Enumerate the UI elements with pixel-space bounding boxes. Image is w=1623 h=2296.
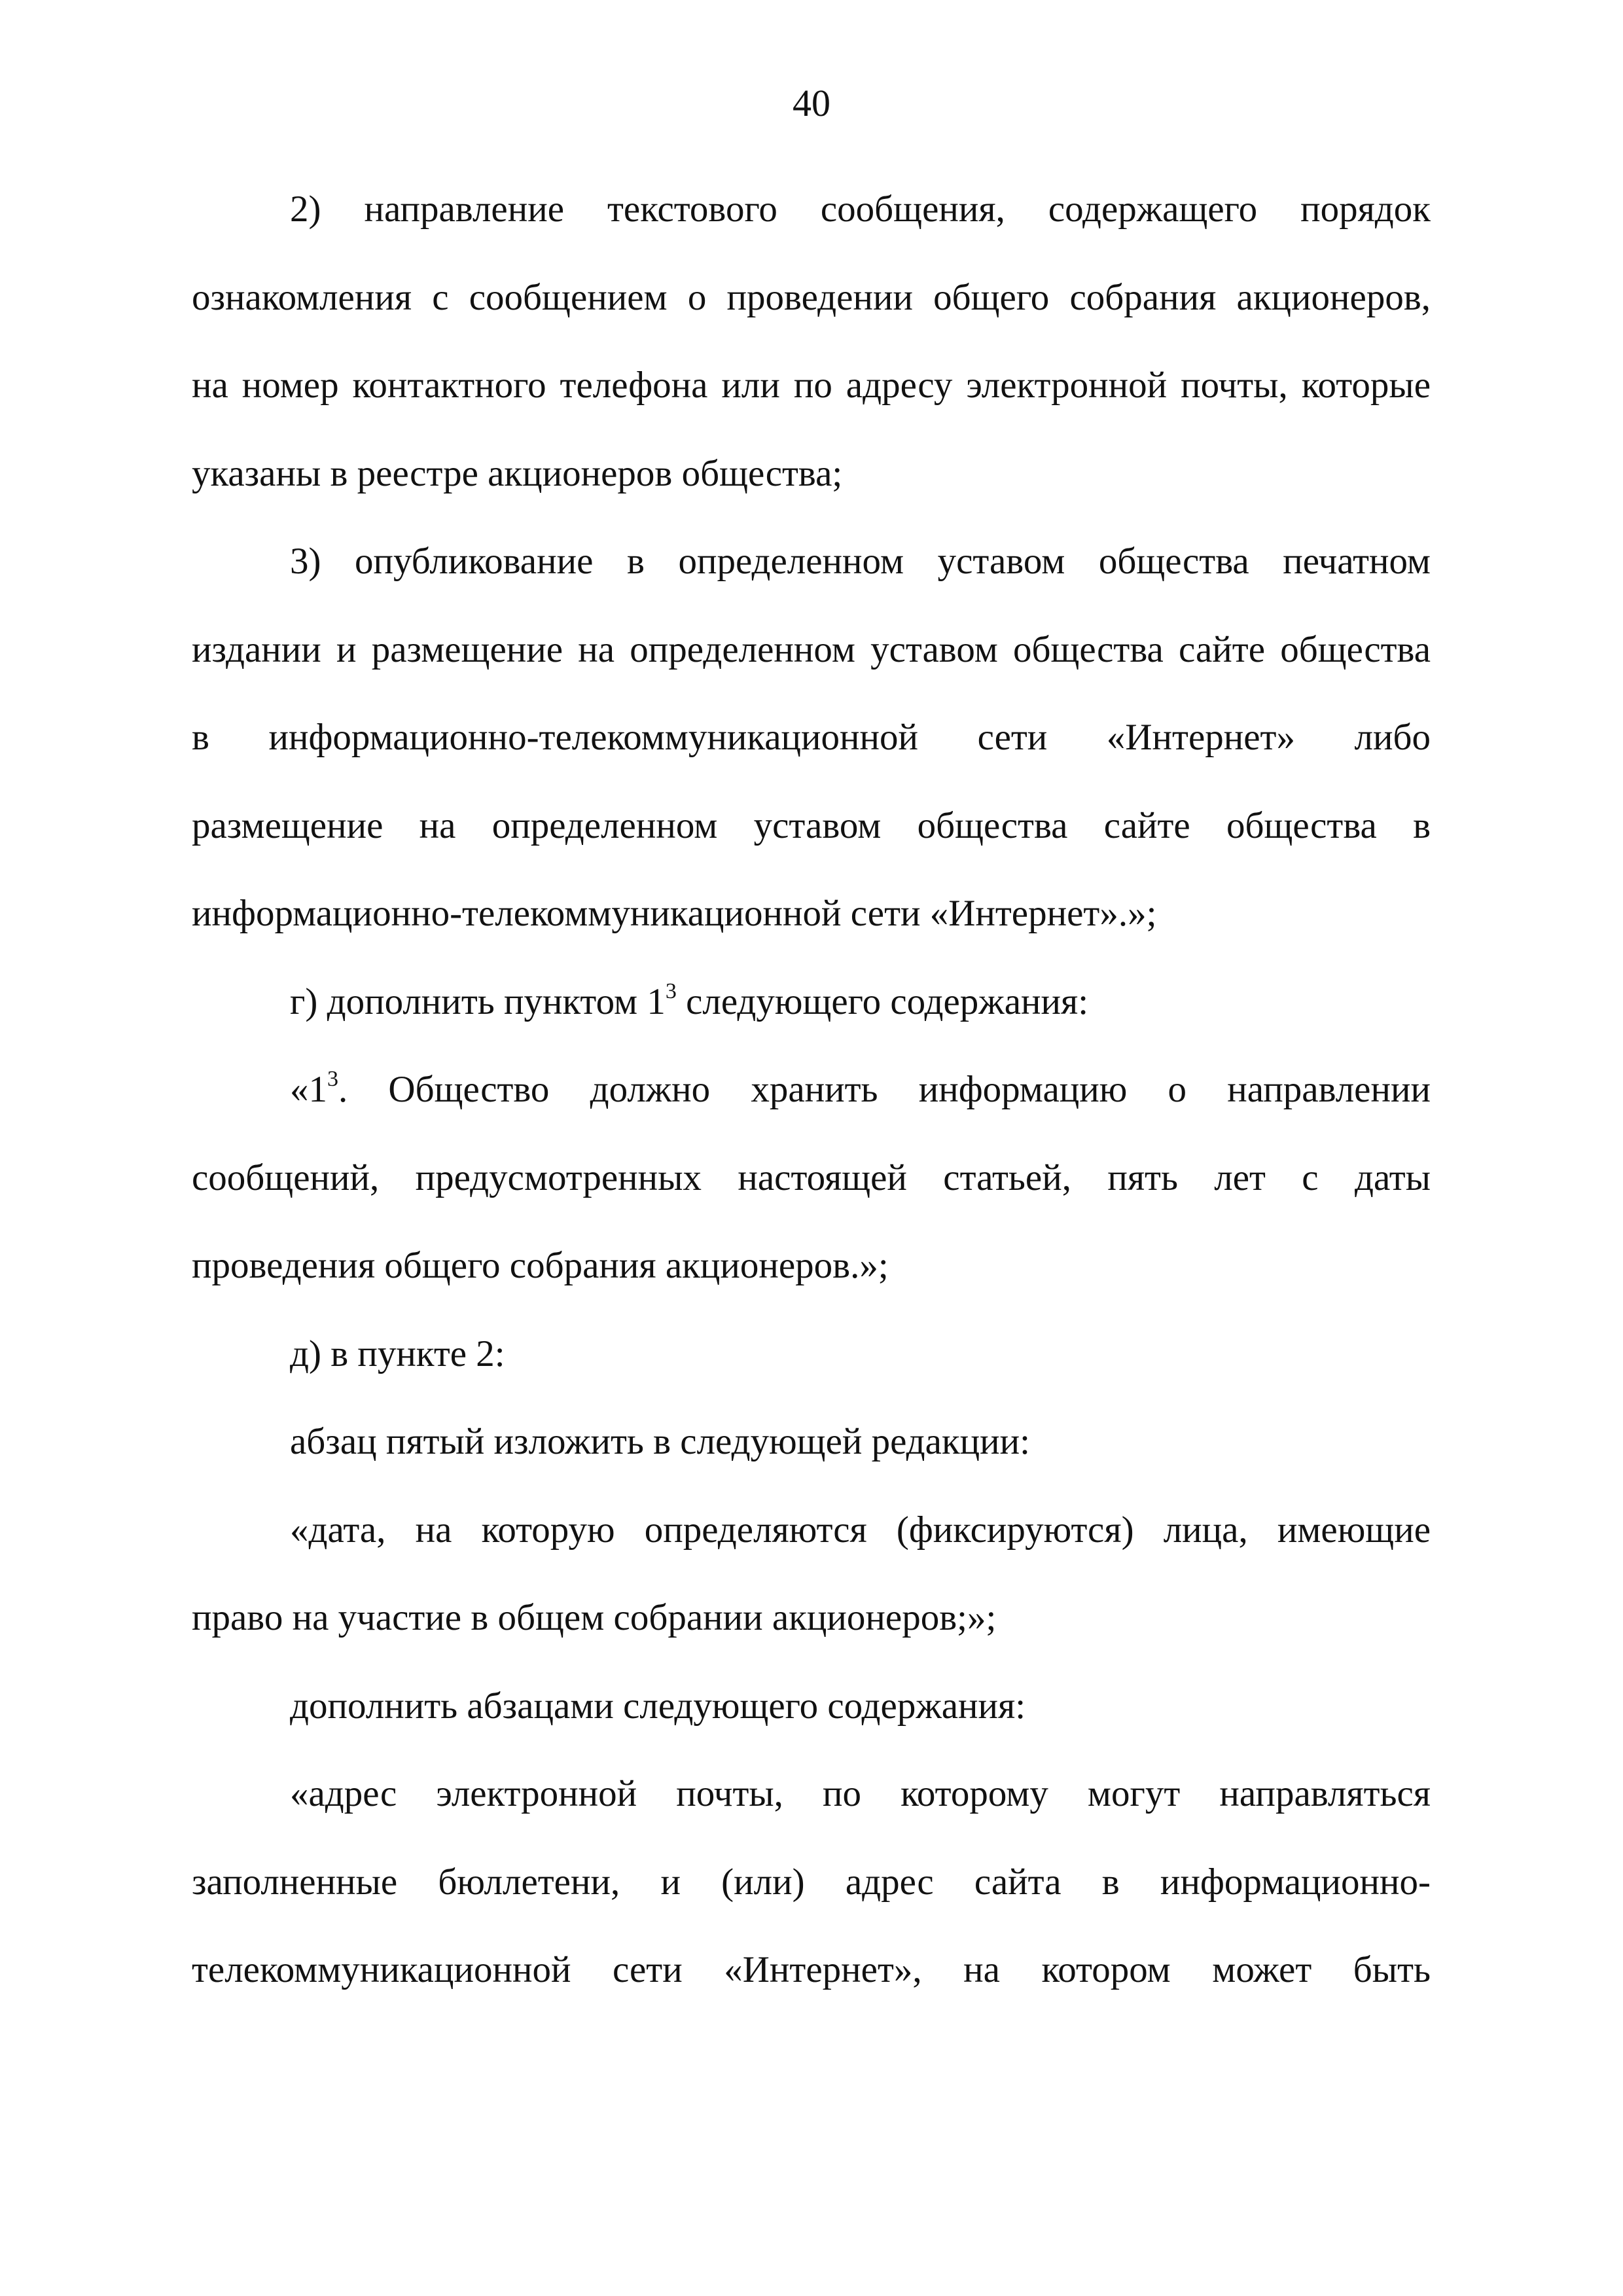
text-line: «дата, на которую определяются (фиксируются) лица, имеющие — [290, 1509, 1431, 1551]
text-line: «адрес электронной почты, по которому могут направляться — [290, 1773, 1431, 1814]
text-line: 3) опубликование в определенном уставом общества печатном — [290, 541, 1431, 582]
text-line — [192, 1046, 1431, 1134]
text-line: 2) направление текстового сообщения, содержащего порядок — [290, 188, 1431, 230]
text-segment: г) дополнить пунктом 1 — [290, 980, 666, 1022]
text-line: издании и размещение на определенном уставом общества сайте общества — [192, 628, 1431, 670]
paragraph-item-2 — [192, 166, 1431, 518]
text-line: ознакомления с сообщением о проведении общего собрания акционеров, — [192, 276, 1431, 318]
text-line: абзац пятый изложить в следующей редакции: — [290, 1421, 1031, 1462]
text-segment: «1 — [290, 1069, 327, 1110]
paragraph-quoted-email — [192, 1750, 1431, 2015]
text-line: д) в пункте 2: — [290, 1333, 505, 1374]
paragraph-quoted-clause-1-3 — [192, 1046, 1431, 1310]
paragraph-subitem-g — [192, 958, 1431, 1047]
text-line: на номер контактного телефона или по адресу электронной почты, которые — [192, 365, 1431, 406]
paragraph-item-3 — [192, 518, 1431, 958]
text-segment: следующего содержания: — [676, 980, 1089, 1022]
paragraph-instruction — [192, 1398, 1431, 1486]
text-line: телекоммуникационной сети «Интернет», на котором может быть — [192, 1949, 1431, 1990]
text-line: указаны в реестре акционеров общества; — [192, 452, 843, 494]
paragraph-instruction — [192, 1662, 1431, 1751]
text-line: в информационно-телекоммуникационной сети «Интернет» либо — [192, 717, 1431, 758]
text-line: заполненные бюллетени, и (или) адрес сайта в информационно- — [192, 1861, 1431, 1903]
text-line: сообщений, предусмотренных настоящей статьей, пять лет с даты — [192, 1157, 1431, 1198]
text-segment: . Общество должно хранить информацию о направлении — [338, 1069, 1431, 1110]
document-body — [192, 166, 1431, 2015]
text-line: проведения общего собрания акционеров.»; — [192, 1245, 889, 1286]
text-line: размещение на определенном уставом общества сайте общества в — [192, 804, 1431, 846]
text-line: право на участие в общем собрании акционеров;»; — [192, 1597, 997, 1638]
superscript: 3 — [327, 1067, 338, 1091]
text-line: информационно-телекоммуникационной сети «Интернет».»; — [192, 893, 1157, 934]
text-line — [192, 958, 1431, 1047]
paragraph-quoted-date — [192, 1486, 1431, 1662]
page-number: 40 — [793, 82, 830, 124]
paragraph-subitem-d — [192, 1310, 1431, 1399]
text-line: дополнить абзацами следующего содержания: — [290, 1685, 1026, 1727]
superscript: 3 — [665, 978, 677, 1003]
